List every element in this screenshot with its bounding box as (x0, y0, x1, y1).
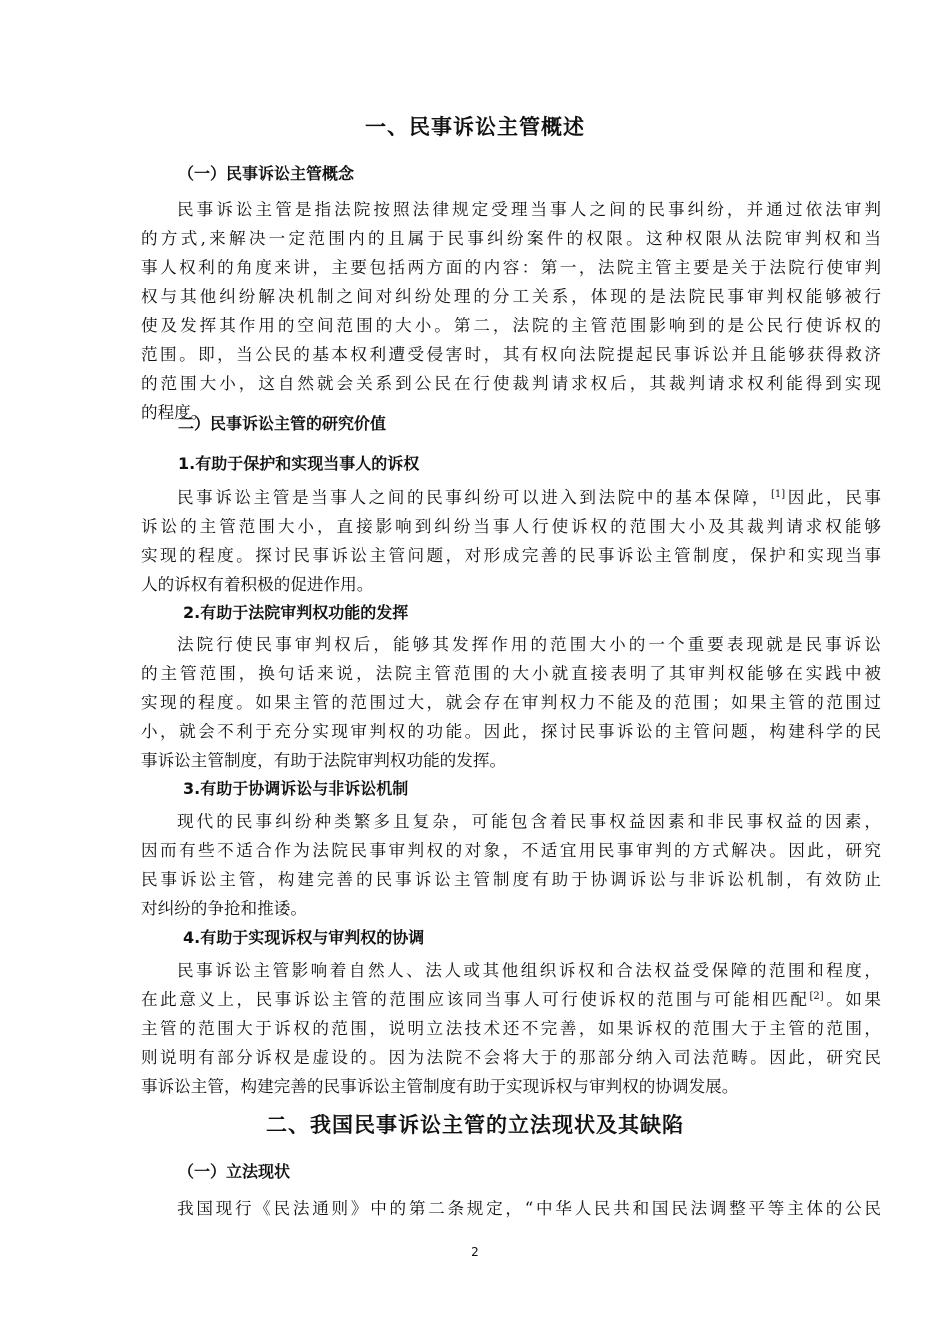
paragraph-item-3 (141, 807, 881, 923)
text-line: 我国现行《民法通则》中的第二条规定，“中华人民共和国民法调整平等主体的公民 (177, 1199, 881, 1218)
text-line: 的主管范围，换句话来说，法院主管范围的大小就直接表明了其审判权能够在实践中被 (141, 664, 881, 683)
text-line: 对纠纷的争抢和推诿。 (141, 899, 307, 918)
section-1-sub-2-heading: 二）民事诉讼主管的研究价值 (178, 414, 387, 433)
paragraph-concept (141, 195, 881, 427)
text-line: 民事诉讼主管，构建完善的民事诉讼主管制度有助于协调诉讼与非诉讼机制，有效防止 (141, 870, 881, 889)
text-line: 法院行使民事审判权后，能够其发挥作用的范围大小的一个重要表现就是民事诉讼 (177, 635, 881, 654)
text-segment: 民事诉讼主管是当事人之间的民事纠纷可以进入到法院中的基本保障， (177, 488, 772, 507)
text-segment: 在此意义上，民事诉讼主管的范围应该同当事人可行使诉权的范围与可能相匹配 (141, 990, 810, 1009)
text-line: 小，就会不利于充分实现审判权的功能。因此，探讨民事诉讼的主管问题，构建科学的民 (141, 722, 881, 741)
citation-ref: [1] (771, 489, 786, 500)
item-1-heading: 1.有助于保护和实现当事人的诉权 (178, 454, 420, 473)
paragraph-item-1 (141, 483, 881, 599)
text-segment: 因此，民事 (785, 488, 881, 507)
text-line: 民事诉讼主管是指法院按照法律规定受理当事人之间的民事纠纷，并通过依法审判 (177, 200, 881, 219)
section-1-title: 一、民事诉讼主管概述 (365, 115, 585, 139)
text-line: 事诉讼主管制度，有助于法院审判权功能的发挥。 (141, 751, 507, 770)
item-2-heading: 2.有助于法院审判权功能的发挥 (183, 603, 409, 622)
text-line: 人的诉权有着积极的促进作用。 (141, 575, 374, 594)
text-line: 事人权利的角度来讲，主要包括两方面的内容：第一，法院主管主要是关于法院行使审判 (141, 258, 881, 277)
text-line: 现代的民事纠纷种类繁多且复杂，可能包含着民事权益因素和非民事权益的因素， (177, 812, 881, 831)
section-2-sub-1-heading: （一）立法现状 (178, 1162, 291, 1181)
text-line: 主管的范围大于诉权的范围，说明立法技术还不完善，如果诉权的范围大于主管的范围， (141, 1019, 881, 1038)
text-line: 因而有些不适合作为法院民事审判权的对象，不适宜用民事审判的方式解决。因此，研究 (141, 841, 881, 860)
text-line: 的程度。 (141, 403, 208, 422)
paragraph-item-2 (141, 630, 881, 775)
text-line (141, 985, 881, 1014)
text-line: 的方式,来解决一定范围内的且属于民事纠纷案件的权限。这种权限从法院审判权和当 (141, 229, 881, 248)
text-line: 民事诉讼主管影响着自然人、法人或其他组织诉权和合法权益受保障的范围和程度， (177, 961, 881, 980)
text-line: 诉讼的主管范围大小，直接影响到纠纷当事人行使诉权的范围大小及其裁判请求权能够 (141, 517, 881, 536)
text-line: 则说明有部分诉权是虚设的。因为法院不会将大于的那部分纳入司法范畴。因此，研究民 (141, 1048, 881, 1067)
citation-ref: [2] (809, 991, 824, 1002)
text-line: 权与其他纠纷解决机制之间对纠纷处理的分工关系，体现的是法院民事审判权能够被行 (141, 287, 881, 306)
text-line: 事诉讼主管，构建完善的民事诉讼主管制度有助于实现诉权与审判权的协调发展。 (141, 1077, 739, 1096)
paragraph-item-4 (141, 956, 881, 1101)
item-3-heading: 3.有助于协调诉讼与非诉讼机制 (183, 779, 409, 798)
paragraph-legislation (141, 1194, 881, 1223)
text-line: 范围。即，当公民的基本权利遭受侵害时，其有权向法院提起民事诉讼并且能够获得救济 (141, 345, 881, 364)
text-line: 实现的程度。如果主管的范围过大，就会存在审判权力不能及的范围；如果主管的范围过 (141, 693, 881, 712)
text-line: 的范围大小，这自然就会关系到公民在行使裁判请求权后，其裁判请求权利能得到实现 (141, 374, 881, 393)
text-segment: 。如果 (823, 990, 881, 1009)
item-4-heading: 4.有助于实现诉权与审判权的协调 (183, 928, 425, 947)
text-line: 使及发挥其作用的空间范围的大小。第二，法院的主管范围影响到的是公民行使诉权的 (141, 316, 881, 335)
section-2-title: 二、我国民事诉讼主管的立法现状及其缺陷 (266, 1113, 684, 1137)
section-1-sub-1-heading: （一）民事诉讼主管概念 (178, 164, 355, 183)
text-line: 实现的程度。探讨民事诉讼主管问题，对形成完善的民事诉讼主管制度，保护和实现当事 (141, 546, 881, 565)
page-number: 2 (471, 1245, 479, 1259)
text-line (141, 483, 881, 512)
